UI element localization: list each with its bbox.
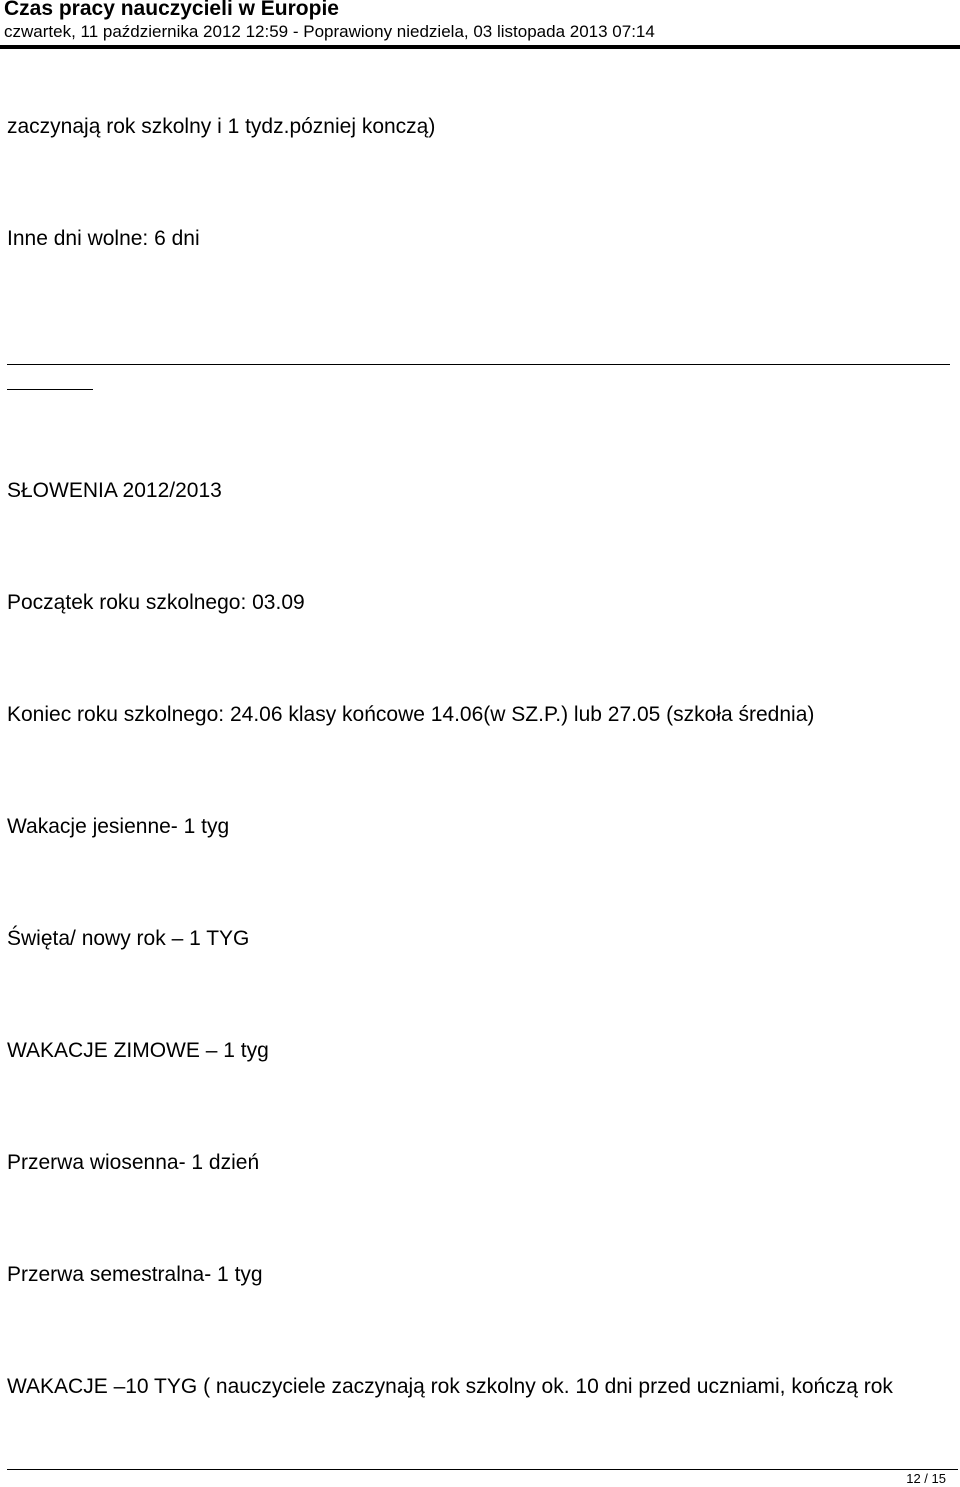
document-header — [0, 0, 960, 50]
section-heading: SŁOWENIA 2012/2013 — [7, 479, 222, 502]
text-line: Początek roku szkolnego: 03.09 — [7, 591, 305, 614]
text-line: Koniec roku szkolnego: 24.06 klasy końcowe 14.06(w SZ.P.) lub 27.05 (szkoła średnia) — [7, 703, 815, 726]
text-line: Święta/ nowy rok – 1 TYG — [7, 927, 250, 950]
text-line: Wakacje jesienne- 1 tyg — [7, 815, 230, 838]
header-divider — [0, 45, 960, 49]
text-line: zaczynają rok szkolny i 1 tydz.pózniej konczą) — [7, 115, 436, 138]
document-meta: czwartek, 11 października 2012 12:59 - Poprawiony niedziela, 03 listopada 2013 07:14 — [4, 22, 655, 41]
text-line: Inne dni wolne: 6 dni — [7, 227, 200, 250]
text-line: Przerwa semestralna- 1 tyg — [7, 1263, 263, 1286]
page-number: 12 / 15 — [906, 1471, 946, 1486]
text-line: Przerwa wiosenna- 1 dzień — [7, 1151, 260, 1174]
separator-line-short — [7, 389, 93, 390]
text-line: WAKACJE ZIMOWE – 1 tyg — [7, 1039, 269, 1062]
document-title: Czas pracy nauczycieli w Europie — [4, 0, 339, 20]
separator-line — [7, 364, 950, 365]
footer-divider — [7, 1469, 958, 1470]
text-line: WAKACJE –10 TYG ( nauczyciele zaczynają rok szkolny ok. 10 dni przed uczniami, kończą rok — [7, 1375, 893, 1398]
